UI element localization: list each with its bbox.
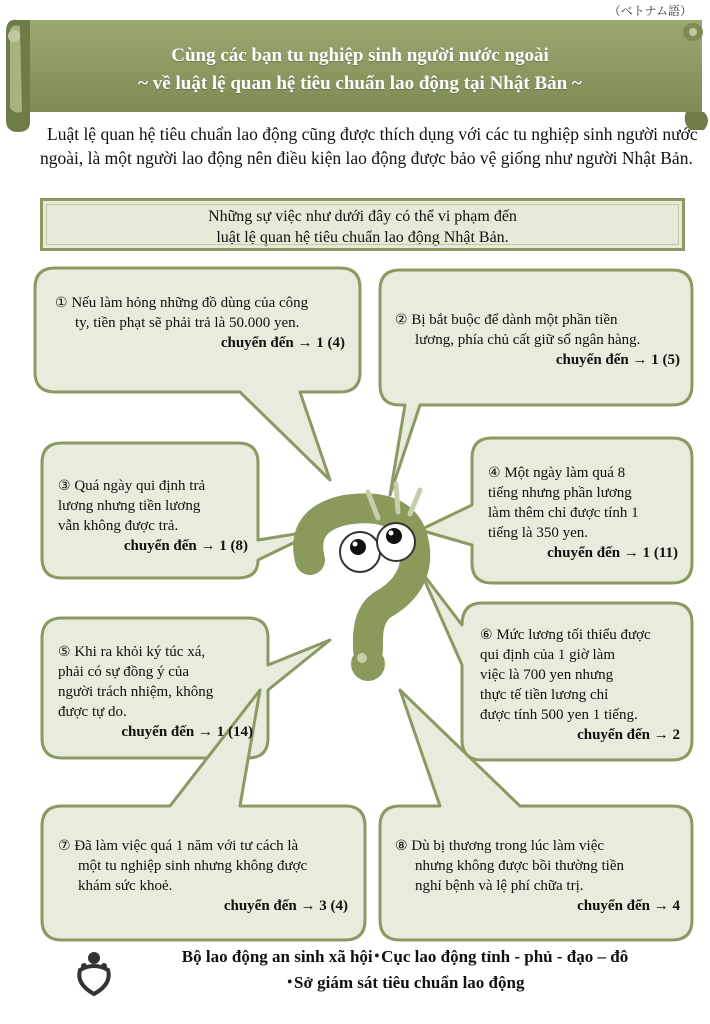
bubble-3-line-1: Quá ngày qui định trả xyxy=(74,478,206,494)
bubble-2-line-1: Bị bắt buộc để dành một phần tiền xyxy=(411,312,618,328)
bubble-7-line-1: Đã làm việc quá 1 năm với tư cách là xyxy=(74,838,299,854)
language-tag: （ベトナム語） xyxy=(608,4,692,18)
bubble-4-reference: chuyển đến → 1 (11) xyxy=(547,545,678,561)
bubble-8-line-2: nhưng không được bồi thường tiền xyxy=(415,858,624,874)
bubble-5 xyxy=(58,642,253,742)
bubble-4-line-1: Một ngày làm quá 8 xyxy=(504,465,626,481)
bubble-6-number: ⑥ xyxy=(480,627,493,643)
bubble-7 xyxy=(58,836,348,916)
bubble-8-reference: chuyển đến → 4 xyxy=(577,898,680,914)
bubble-4-line-2: tiếng nhưng phần lương xyxy=(488,485,632,501)
bubble-1-number: ① xyxy=(55,295,68,311)
bubble-3-line-3: vẫn không được trả. xyxy=(58,518,179,534)
bubble-5-number: ⑤ xyxy=(58,644,71,660)
bubble-1 xyxy=(55,293,345,353)
question-mark-character-icon xyxy=(308,484,420,681)
bubble-4-line-3: làm thêm chỉ được tính 1 xyxy=(488,505,639,521)
bubble-6-line-1: Mức lương tối thiểu được xyxy=(496,627,651,643)
bubble-5-reference: chuyển đến → 1 (14) xyxy=(121,724,253,740)
bubble-5-line-1: Khi ra khỏi ký túc xá, xyxy=(74,644,206,660)
bubble-1-line-2: ty, tiền phạt sẽ phải trả là 50.000 yen. xyxy=(75,315,300,331)
bubble-7-line-2: một tu nghiệp sinh nhưng không được xyxy=(78,858,308,874)
bubble-4 xyxy=(488,463,678,563)
bubble-4-number: ④ xyxy=(488,465,501,481)
bubble-7-number: ⑦ xyxy=(58,838,71,854)
bubble-6-line-5: được tính 500 yen 1 tiếng. xyxy=(480,707,638,723)
bubble-2-reference: chuyển đến → 1 (5) xyxy=(555,352,680,368)
banner-title-line-2: ~ về luật lệ quan hệ tiêu chuẩn lao động tại Nhật Bản ~ xyxy=(138,73,582,94)
banner-title-line-1: Cùng các bạn tu nghiệp sinh người nước ngoài xyxy=(171,45,549,66)
ministry-logo-icon xyxy=(72,950,116,998)
bubble-3-line-2: lương nhưng tiền lương xyxy=(58,498,201,514)
notice-line-2: luật lệ quan hệ tiêu chuẩn lao động Nhật Bản. xyxy=(216,229,509,246)
bubble-6 xyxy=(480,625,680,745)
bubble-5-line-2: phải có sự đồng ý của xyxy=(58,664,190,680)
bubble-6-line-4: thực tế tiền lương chỉ xyxy=(480,687,609,703)
footer-line-2: ･Sở giám sát tiêu chuẩn lao động xyxy=(285,973,525,992)
bubble-3-number: ③ xyxy=(58,478,71,494)
bubble-8-line-3: nghỉ bệnh và lệ phí chữa trị. xyxy=(415,878,584,894)
bubble-6-reference: chuyển đến → 2 xyxy=(577,727,680,743)
bubble-8 xyxy=(395,836,680,916)
bubble-2-number: ② xyxy=(395,312,408,328)
bubble-8-line-1: Dù bị thương trong lúc làm việc xyxy=(411,838,605,854)
intro-paragraph: Luật lệ quan hệ tiêu chuẩn lao động cũng được thích dụng với các tu nghiệp sinh người nước ngoài, là một người lao động nên điều kiện lao động được bảo vệ giống như người Nhật Bản. xyxy=(40,124,698,168)
bubble-8-number: ⑧ xyxy=(395,838,408,854)
notice-line-1: Những sự việc như dưới đây có thể vi phạm đến xyxy=(208,208,517,225)
footer-line-1: Bộ lao động an sinh xã hội･Cục lao động tỉnh - phủ - đạo – đô xyxy=(181,947,629,966)
bubble-1-line-1: Nếu làm hỏng những đồ dùng của công xyxy=(71,295,309,311)
bubble-5-line-3: người trách nhiệm, không xyxy=(58,684,214,700)
bubble-2-line-2: lương, phía chủ cất giữ sổ ngân hàng. xyxy=(415,332,641,348)
footer-credits xyxy=(120,944,690,996)
bubble-3-reference: chuyển đến → 1 (8) xyxy=(123,538,248,554)
bubble-2 xyxy=(395,310,680,370)
bubble-6-line-3: việc là 700 yen nhưng xyxy=(480,667,614,683)
bubble-7-line-3: khám sức khoẻ. xyxy=(78,878,173,894)
bubble-1-reference: chuyển đến → 1 (4) xyxy=(220,335,345,351)
bubble-3 xyxy=(58,476,248,556)
bubble-5-line-4: được tự do. xyxy=(58,704,127,720)
bubble-7-reference: chuyển đến → 3 (4) xyxy=(223,898,348,914)
bubble-6-line-2: qui định của 1 giờ làm xyxy=(480,647,615,663)
bubble-4-line-4: tiếng là 350 yen. xyxy=(488,525,588,541)
